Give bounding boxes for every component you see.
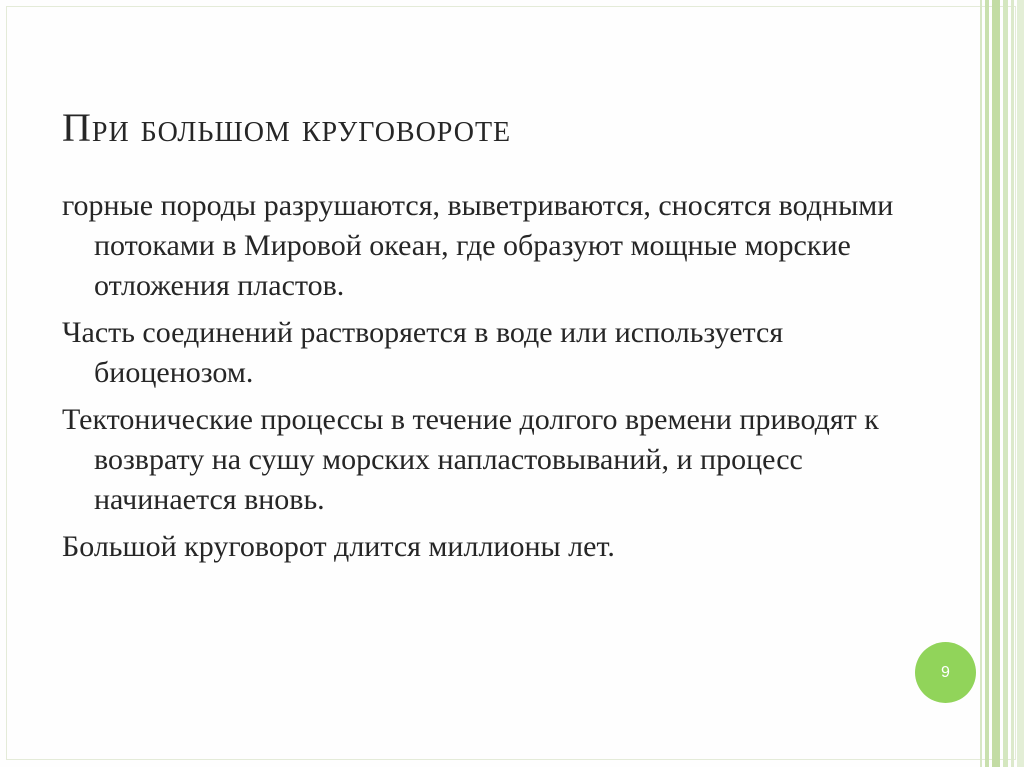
page-number-badge (915, 642, 976, 703)
body-paragraph-2: Часть соединений растворяется в воде или используется биоценозом. (62, 316, 784, 389)
decorative-stripe (980, 0, 982, 767)
page-number: 9 (941, 663, 950, 681)
body-paragraph-3: Тектонические процессы в течение долгого времени приводят к возврату на сушу морских напластовываний, и процесс начинается вновь. (62, 403, 879, 516)
decorative-stripe (1011, 0, 1014, 767)
decorative-stripe (985, 0, 989, 767)
slide-body (62, 186, 922, 574)
body-paragraph-4: Большой круговорот длится миллионы лет. (62, 530, 615, 563)
body-paragraph-1: горные породы разрушаются, выветриваются, сносятся водными потоками в Мировой океан, где образуют мощные морские отложения пластов. (62, 189, 894, 302)
decorative-stripe (1003, 0, 1008, 767)
decorative-stripe (992, 0, 1000, 767)
decorative-stripe (1017, 0, 1024, 767)
slide-title: При большом круговороте (62, 105, 512, 150)
